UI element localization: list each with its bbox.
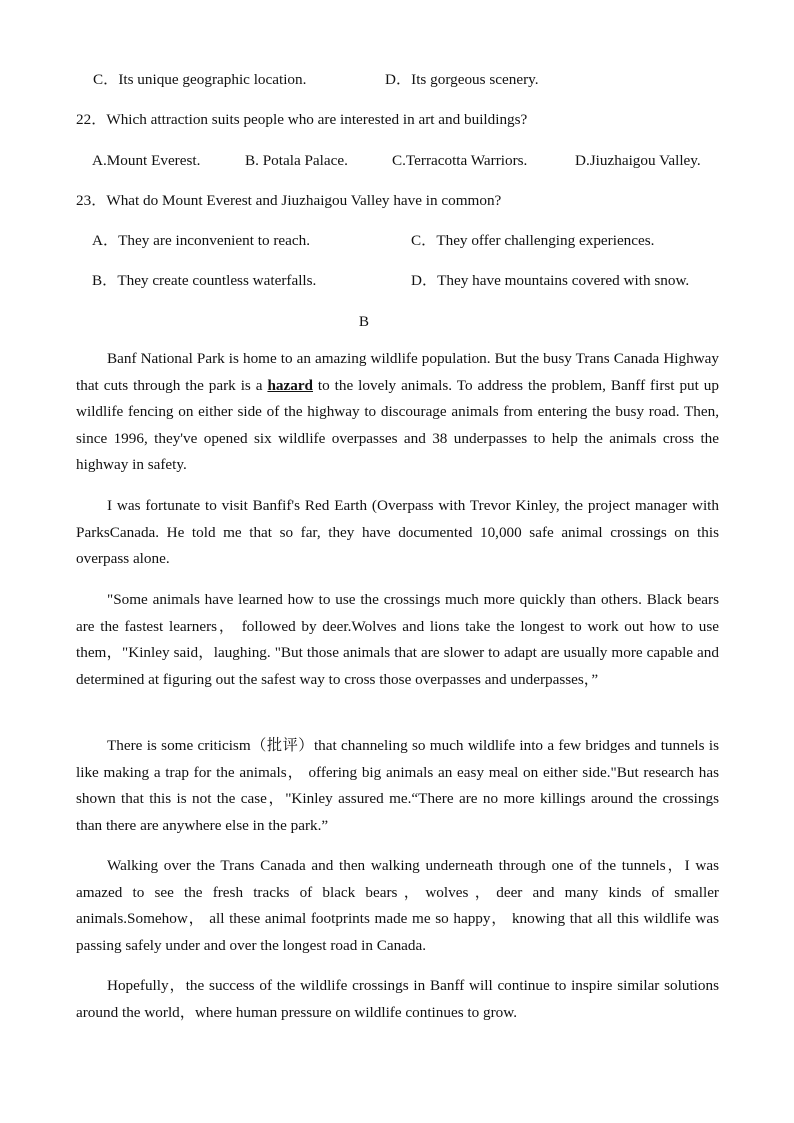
passage-paragraph-4: There is some criticism（批评）that channeling so much wildlife into a few bridges and tunnels is like making a trap for the animals， offering big animals an easy meal on either side."But research has shown that this is not the case，"Kinley assured me.“There are no more killings around the crossings than there are anywhere else in the park.”: [76, 737, 719, 834]
q22-option-d: D.Jiuzhaigou Valley.: [575, 152, 701, 169]
q21-option-c: C．Its unique geographic location.: [93, 71, 307, 88]
q22-stem: 22．Which attraction suits people who are interested in art and buildings?: [76, 111, 528, 128]
q22-option-b: B. Potala Palace.: [245, 152, 348, 169]
passage-paragraph-6: Hopefully，the success of the wildlife crossings in Banff will continue to inspire similar solutions around the world，where human pressure on wildlife continues to grow.: [76, 977, 719, 1021]
q22-option-a: A.Mount Everest.: [92, 152, 201, 169]
section-label: B: [358, 313, 370, 330]
q23-option-d: D．They have mountains covered with snow.: [411, 272, 690, 289]
q22-option-c: C.Terracotta Warriors.: [392, 152, 528, 169]
passage-paragraph-1: Banf National Park is home to an amazing wildlife population. But the busy Trans Canada Highway that cuts through the park is a hazard to the lovely animals. To address the problem, Banff first put up wildlife fencing on either side of the highway to discourage animals from entering the busy road. Then, since 1996, they've opened six wildlife overpasses and 38 underpasses to help the animals cross the highway in safety.: [76, 350, 719, 474]
q23-stem: 23．What do Mount Everest and Jiuzhaigou Valley have in common?: [76, 192, 502, 209]
q23-option-b: B．They create countless waterfalls.: [92, 272, 317, 289]
q23-option-c: C．They offer challenging experiences.: [411, 232, 655, 249]
passage-paragraph-5: Walking over the Trans Canada and then walking underneath through one of the tunnels，I was amazed to see the fresh tracks of black bears，wolves，deer and many kinds of smaller animals.Somehow， all these animal footprints made me so happy， knowing that all this wildlife was passing safely under and over the longest road in Canada.: [76, 857, 719, 954]
passage-paragraph-2: I was fortunate to visit Banfif's Red Earth (Overpass with Trevor Kinley, the project manager with ParksCanada. He told me that so far, they have documented 10,000 safe animal crossings on this overpass alone.: [76, 497, 719, 568]
q23-option-a: A．They are inconvenient to reach.: [92, 232, 311, 249]
keyword-hazard: hazard: [267, 376, 313, 394]
q21-option-d: D．Its gorgeous scenery.: [385, 71, 539, 88]
passage-paragraph-3: "Some animals have learned how to use the crossings much more quickly than others. Black bears are the fastest learners， followed by deer.Wolves and lions take the longest to work out how to use them，"Kinley said，laughing. "But those animals that are slower to adapt are usually more capable and determined at figuring out the safest way to cross those overpasses and underpasses，”: [76, 591, 719, 688]
